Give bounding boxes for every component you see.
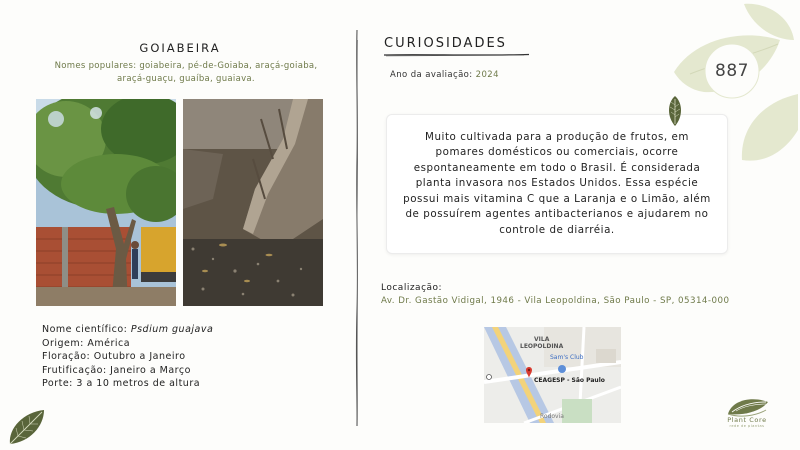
popular-names: Nomes populares: goiabeira, pé-de-Goiaba, araçá-goiaba, araçá-guaçu, guaíba, guaiava.	[54, 61, 318, 84]
map-street: Rodovia	[540, 413, 564, 420]
plant-number-badge: 887	[715, 61, 749, 81]
evaluation-year	[390, 70, 499, 80]
trunk-photo	[183, 99, 323, 306]
scientific-name	[42, 323, 322, 337]
map-poi-club: Sam's Club	[550, 354, 584, 361]
tree-photo	[36, 99, 176, 306]
plant-title: GOIABEIRA	[139, 41, 221, 55]
map-district-line1: VILA	[534, 336, 550, 343]
scientific-name-value: Psdium guajava	[130, 324, 214, 335]
plant-size: Porte: 3 a 10 metros de altura	[42, 378, 201, 389]
logo-tagline: rede de plantas	[729, 424, 765, 428]
location-address: Av. Dr. Gastão Vidigal, 1946 - Vila Leopoldina, São Paulo - SP, 05314-000	[381, 296, 730, 306]
title-underline	[384, 52, 529, 58]
evaluation-year-value: 2024	[475, 70, 499, 80]
vertical-divider	[352, 30, 362, 426]
curiosities-title: CURIOSIDADES	[384, 36, 507, 51]
map-poi-main: CEAGESP - São Paulo	[534, 377, 605, 384]
logo-name: Plant Core	[727, 416, 767, 424]
bottom-leaf-icon	[6, 408, 46, 446]
flowering: Floração: Outubro a Janeiro	[42, 351, 186, 362]
plant-facts	[42, 323, 322, 391]
location-label: Localização:	[381, 283, 443, 293]
small-leaf-icon	[666, 95, 684, 127]
location-map[interactable]	[484, 327, 621, 423]
scientific-name-label: Nome científico:	[42, 324, 131, 335]
map-district-line2: LEOPOLDINA	[520, 343, 564, 350]
fruiting: Frutificação: Janeiro a Março	[42, 364, 191, 376]
origin: Origem: América	[42, 337, 131, 349]
curiosity-text: Muito cultivada para a produção de frutos, em pomares domésticos ou comerciais, ocorre espontaneamente em todo o Brasil. É considerada planta invasora nos Estados Unidos. Essa espécie possui mais vitamina C que a Laranja e o Limão, além de possuírem agentes antibacterianos e ajudarem no controle de diarréia.	[403, 130, 711, 236]
evaluation-year-label: Ano da avaliação:	[390, 70, 476, 80]
